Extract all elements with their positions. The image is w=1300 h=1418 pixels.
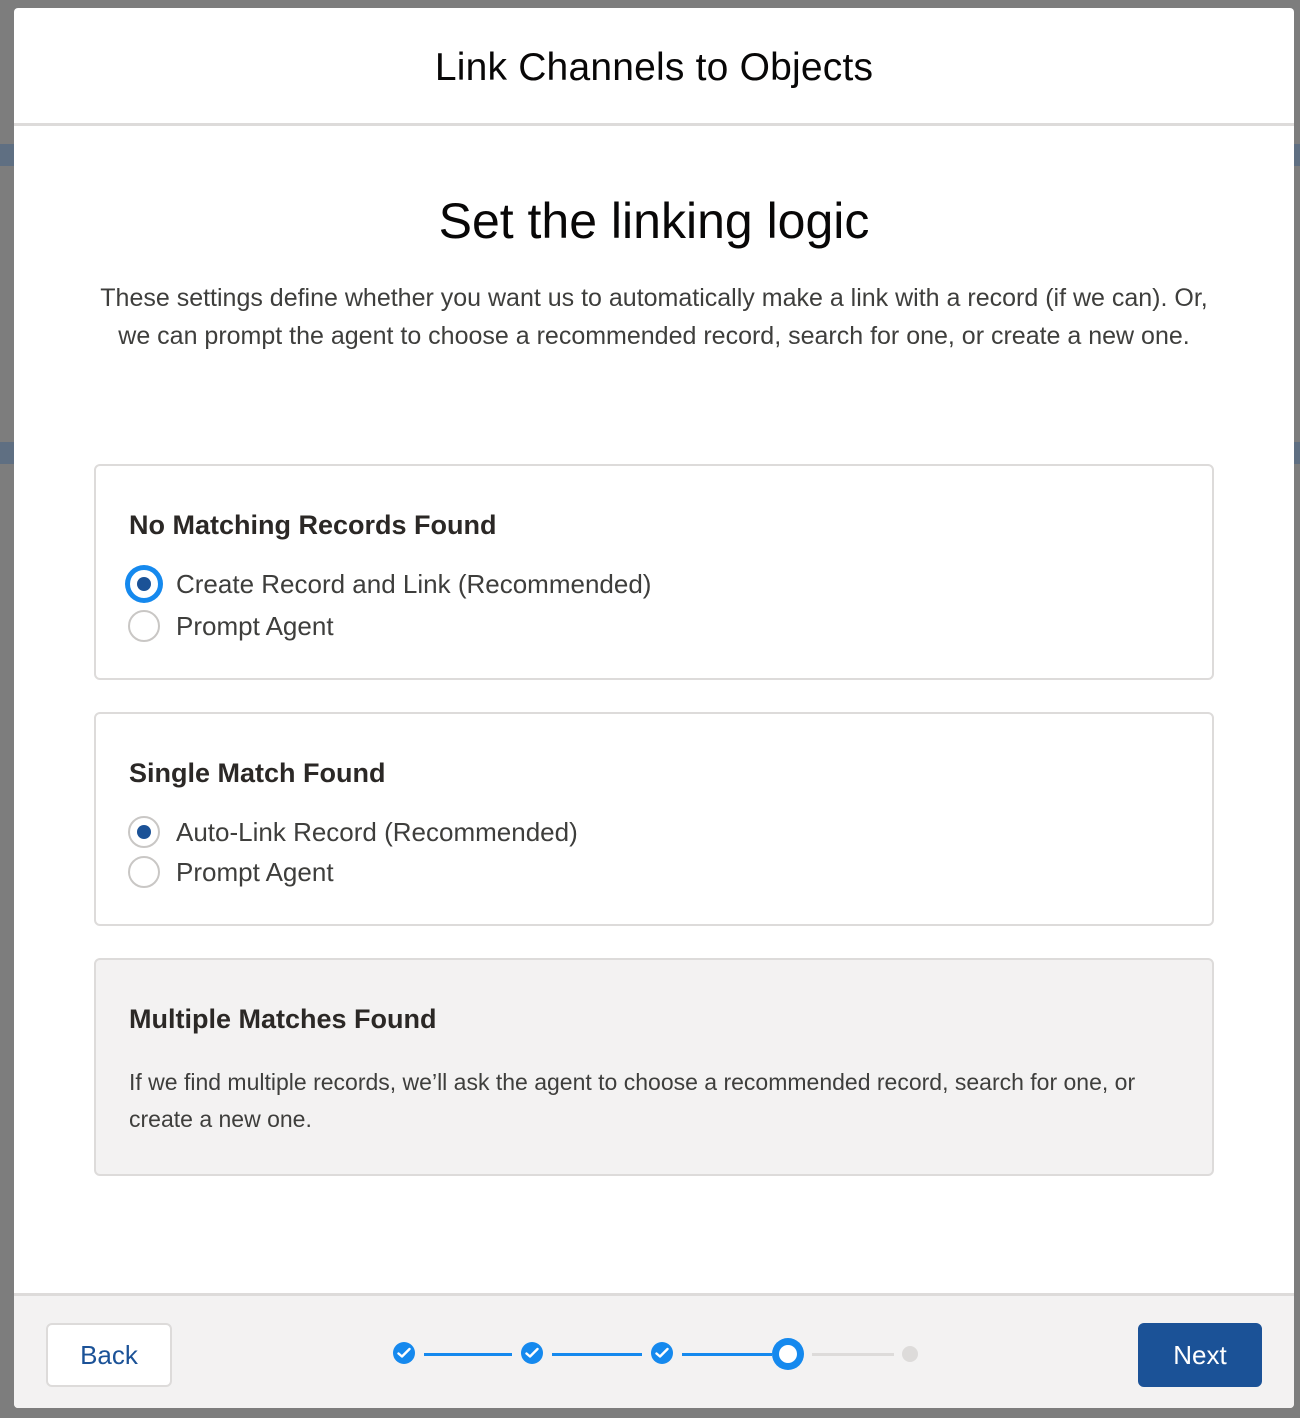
modal-footer [14,1293,1294,1408]
no-matching-records-card [94,464,1214,680]
progress-bar-remaining [812,1353,894,1356]
progress-step-completed-icon[interactable] [651,1342,673,1364]
back-button[interactable]: Back [46,1323,172,1387]
no-matching-records-title: No Matching Records Found [129,510,497,540]
multiple-matches-text: If we find multiple records, we’ll ask the agent to choose a recommended record, search for one, or create a new one. [129,1069,1136,1132]
progress-bar-completed [552,1353,642,1356]
modal-title: Link Channels to Objects [434,45,874,89]
radio-button[interactable] [128,610,160,642]
multiple-matches-card [94,958,1214,1176]
progress-bar-completed [682,1353,772,1356]
radio-label: Auto-Link Record (Recommended) [176,816,578,847]
radio-auto-link-record[interactable] [128,816,578,848]
step-heading: Set the linking logic [438,193,870,249]
radio-prompt-agent-no-match[interactable] [128,610,334,642]
multiple-matches-title: Multiple Matches Found [129,1004,437,1034]
radio-button-checked[interactable] [128,568,160,600]
link-channels-modal [14,8,1294,1408]
progress-indicator [14,1296,1294,1408]
progress-step-completed-icon[interactable] [521,1342,543,1364]
radio-label: Prompt Agent [176,856,334,887]
radio-label: Create Record and Link (Recommended) [176,568,652,599]
progress-step-current[interactable] [772,1338,804,1370]
radio-label: Prompt Agent [176,610,334,641]
radio-button-checked[interactable] [128,816,160,848]
next-button[interactable]: Next [1138,1323,1262,1387]
single-match-card [94,712,1214,926]
background-app-strip [0,442,14,464]
progress-step-completed-icon[interactable] [393,1342,415,1364]
modal-body [14,126,1294,1293]
background-app-strip [1294,442,1300,464]
radio-button[interactable] [128,856,160,888]
single-match-title: Single Match Found [129,758,386,788]
progress-step-upcoming[interactable] [902,1346,918,1362]
background-app-strip [0,144,14,166]
background-app-strip [1294,144,1300,166]
radio-create-record-and-link[interactable] [128,568,651,600]
step-description: These settings define whether you want us to automatically make a link with a record (if we can). Or, we can prompt the agent to choose a recommended record, search for one, or create a new one. [100,284,1208,350]
radio-prompt-agent-single-match[interactable] [128,856,334,888]
progress-bar-completed [424,1353,512,1356]
modal-header [14,8,1294,126]
